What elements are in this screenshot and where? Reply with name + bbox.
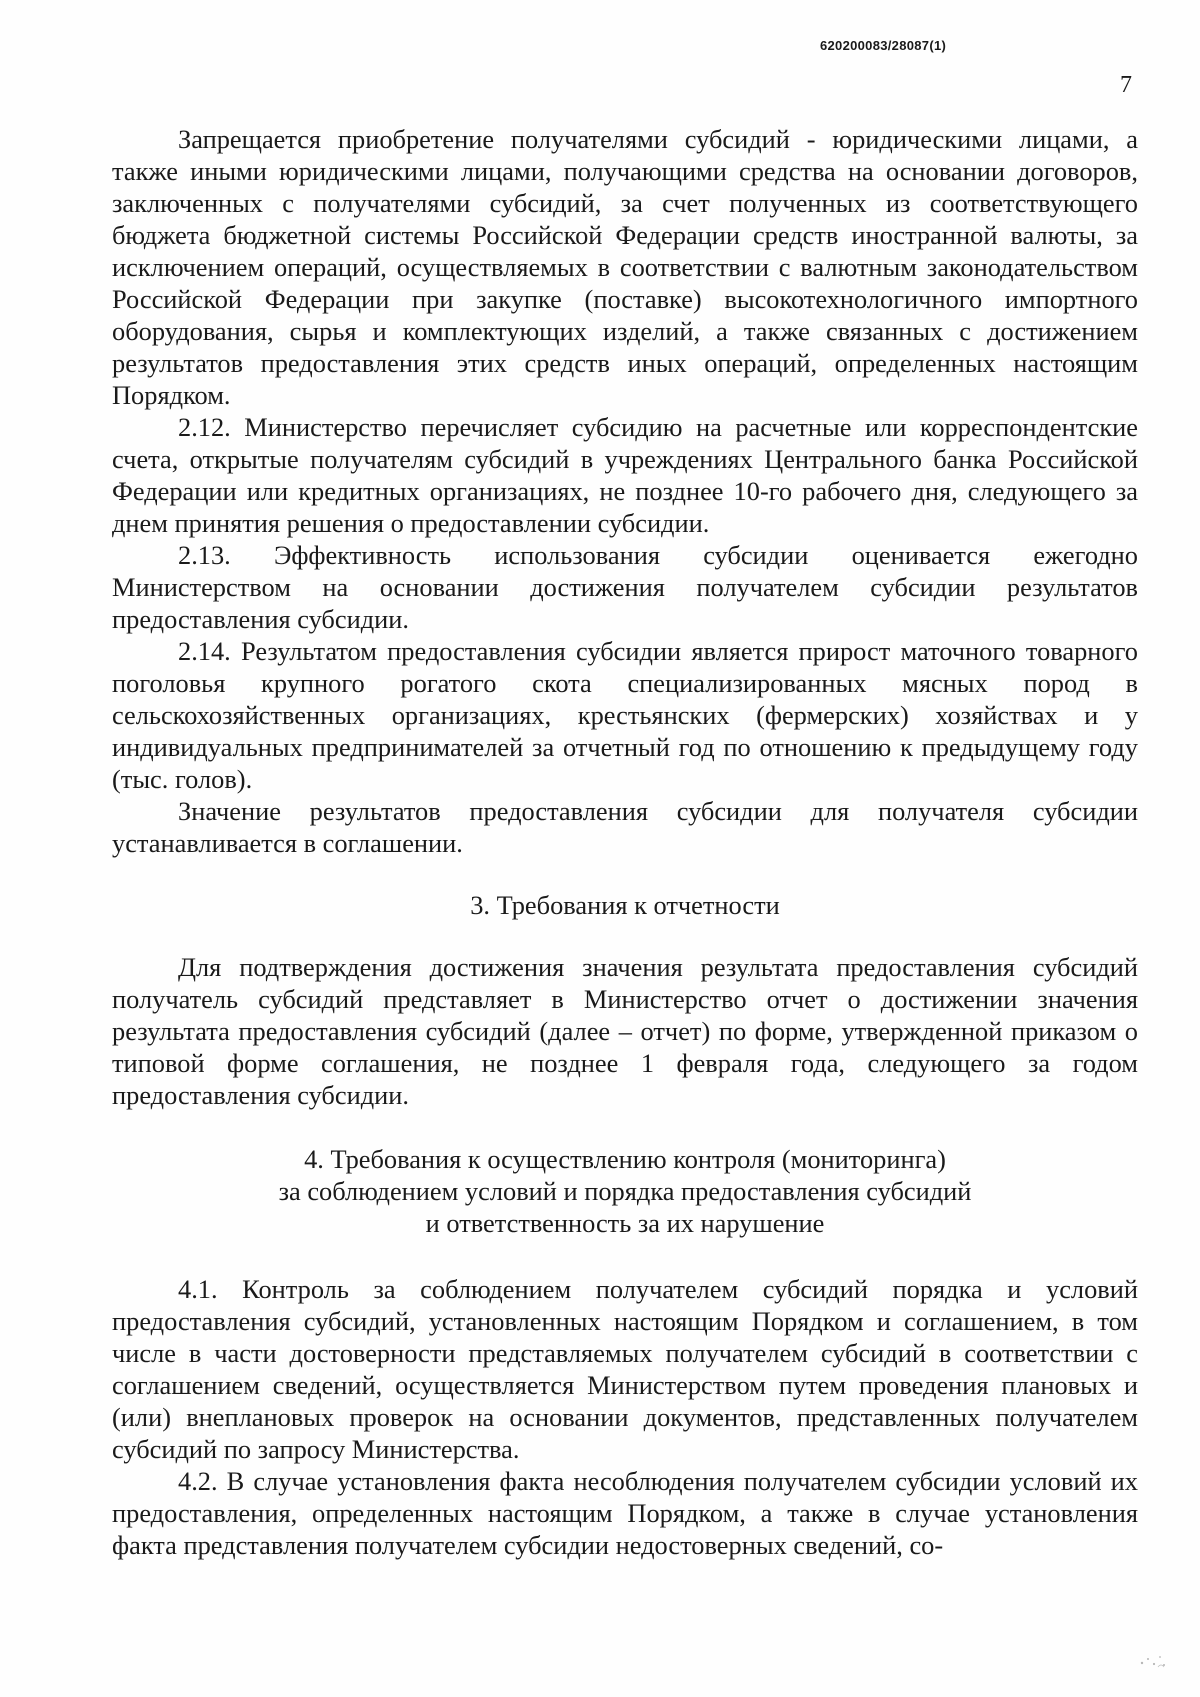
- paragraph-2-12: 2.12. Министерство перечисляет субсидию на расчетные или корреспондентские счета, открытые получателям субсидий в учреждениях Центрального банка Российской Федерации или кредитных организациях, не позднее 10-го рабочего дня, следующего за днем принятия решения о предоставлении субсидии.: [112, 412, 1138, 538]
- paragraph-4-2: 4.2. В случае установления факта несоблюдения получателем субсидии условий их предоставления, определенных настоящим Порядком, а также в случае установления факта представления получателем субсидии недостоверных сведений, со-: [112, 1466, 1138, 1560]
- section-4-title-line-2: за соблюдением условий и порядка предоставления субсидий: [278, 1176, 972, 1206]
- scan-speck-mark: [1134, 1645, 1174, 1673]
- section-3-title: 3. Требования к отчетности: [470, 890, 780, 920]
- section-4-title-line-1: 4. Требования к осуществлению контроля (мониторинга): [304, 1144, 946, 1174]
- section-3-heading: [112, 889, 1138, 921]
- section-4-title-line-3: и ответственность за их нарушение: [425, 1208, 825, 1238]
- paragraph-result-value: Значение результатов предоставления субсидии для получателя субсидии устанавливается в соглашении.: [112, 796, 1138, 858]
- paragraph-2-13: 2.13. Эффективность использования субсидии оценивается ежегодно Министерством на основании достижения получателем субсидии результатов предоставления субсидии.: [112, 540, 1138, 634]
- paragraph-currency-prohibition: Запрещается приобретение получателями субсидий - юридическими лицами, а также иными юридическими лицами, получающими средства на основании договоров, заключенных с получателями субсидий, за счет полученных из соответствующего бюджета бюджетной системы Российской Федерации средств иностранной валюты, за исключением операций, осуществляемых в соответствии с валютным законодательством Российской Федерации при закупке (поставке) высокотехнологичного импортного оборудования, сырья и комплектующих изделий, а также связанных с достижением результатов предоставления этих средств иных операций, определенных настоящим Порядком.: [112, 124, 1138, 410]
- document-body: [112, 123, 1138, 1561]
- paragraph-2-14: 2.14. Результатом предоставления субсидии является прирост маточного товарного поголовья крупного рогатого скота специализированных мясных пород в сельскохозяйственных организациях, крестьянских (фермерских) хозяйствах и у индивидуальных предпринимателей за отчетный год по отношению к предыдущему году (тыс. голов).: [112, 636, 1138, 794]
- paragraph-report: Для подтверждения достижения значения результата предоставления субсидий получатель субсидий представляет в Министерство отчет о достижении значения результата предоставления субсидий (далее – отчет) по форме, утвержденной приказом о типовой форме соглашения, не позднее 1 февраля года, следующего за годом предоставления субсидии.: [112, 952, 1138, 1110]
- page-number: 7: [1120, 72, 1132, 98]
- document-id: 620200083/28087(1): [820, 38, 947, 53]
- section-4-heading: [112, 1143, 1138, 1239]
- paragraph-4-1: 4.1. Контроль за соблюдением получателем субсидий порядка и условий предоставления субсидий, установленных настоящим Порядком и соглашением, в том числе в части достоверности представляемых получателем субсидий в соответствии с соглашением сведений, осуществляется Министерством путем проведения плановых и (или) внеплановых проверок на основании документов, представленных получателем субсидий по запросу Министерства.: [112, 1274, 1138, 1464]
